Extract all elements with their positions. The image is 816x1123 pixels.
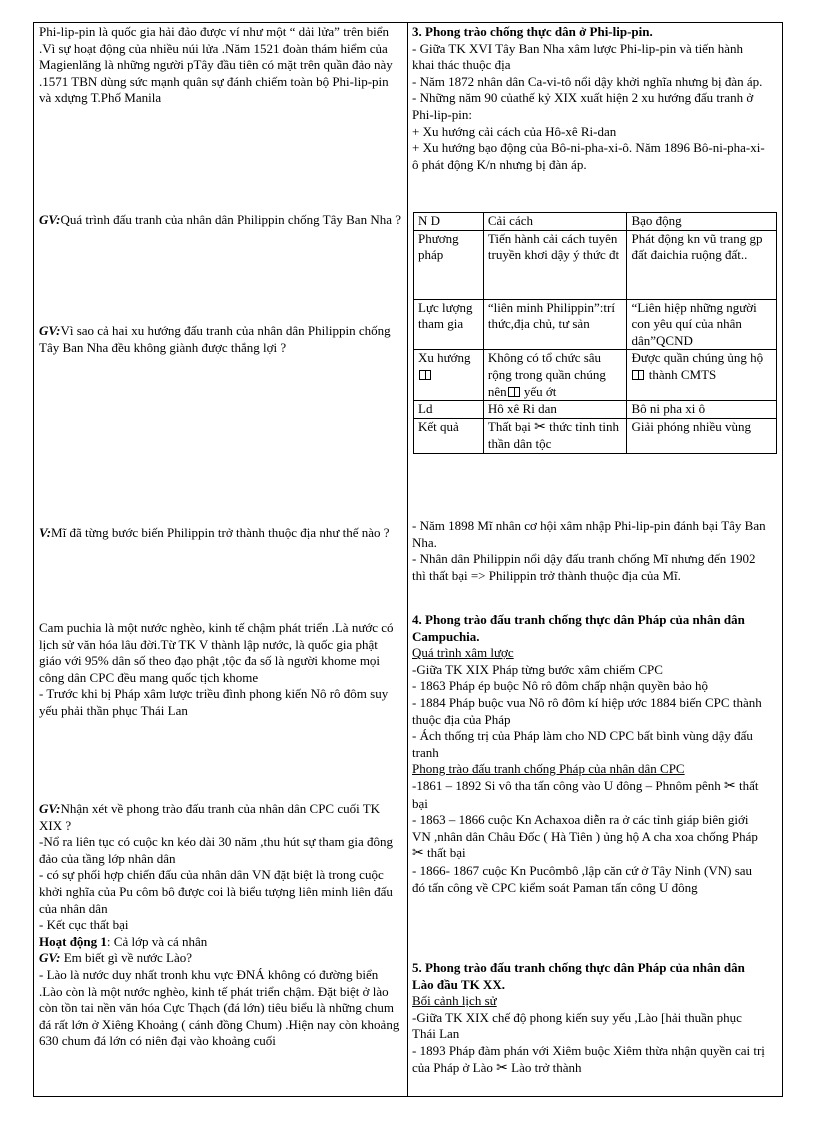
table-cell bbox=[414, 350, 484, 401]
table-row bbox=[414, 230, 777, 299]
table-cell: Ld bbox=[414, 401, 484, 419]
question-2 bbox=[39, 323, 401, 356]
question-2-text: Vì sao cả hai xu hướng đấu tranh của nhân dân Philippin chống Tây Ban Nha đều không giành được thắng lợi ? bbox=[39, 323, 391, 355]
table-row bbox=[414, 299, 777, 350]
table-cell-text: yếu ớt bbox=[523, 383, 557, 399]
scissors-icon: ✂ bbox=[534, 419, 546, 435]
section-4-p5-result: thất bại bbox=[412, 777, 759, 811]
section-4-p5 bbox=[412, 778, 768, 812]
cambodia-intro-text-2: - Trước khi bị Pháp xâm lược triều đình phong kiến Nô rô đôm suy yếu phải thần phục Thái Lan bbox=[39, 686, 389, 718]
section-3-p4: + Xu hướng cải cách của Hô-xê Ri-dan bbox=[412, 123, 617, 139]
section-4 bbox=[412, 612, 768, 896]
table-cell-text: Được quần chúng ủng hộ bbox=[631, 350, 764, 366]
gv-label: GV: bbox=[39, 801, 61, 816]
cambodia-intro-text: Cam puchia là một nước nghèo, kinh tế chậm phát triển .Là nước có lịch sử văn hóa lâu đời.Từ TK V thành lập nước, là quốc gia phật giáo với 95% dân số theo đạo phật ,tộc đa số là người khome mọi công dân CPC đều mang quốc tịch khome bbox=[39, 620, 394, 685]
section-4-subheading-a: Quá trình xâm lược bbox=[412, 645, 514, 661]
gv-label: GV: bbox=[39, 950, 61, 966]
column-divider bbox=[407, 22, 408, 1097]
laos-text: - Lào là nước duy nhất tronh khu vực ĐNÁ không có đường biển .Lào còn là một nước nghèo, kinh tế phát triển chậm. Đặt biệt ở lào còn tồn tai nền văn hóa Cực Thạch (đá lớn) tiêu biểu là những chum đá rất lớn ở Xiêng Khoảng ( cánh đồng Chum) .Hiện nay còn khoảng 630 chum đá lớn có niên đại vào khoảng cuối bbox=[39, 966, 400, 1049]
section-5-subheading: Bối cảnh lịch sử bbox=[412, 993, 497, 1009]
section-3-continued bbox=[412, 518, 768, 584]
table-cell bbox=[627, 350, 777, 401]
scissors-icon: ✂ bbox=[412, 846, 424, 862]
question-4-block bbox=[39, 801, 401, 1050]
section-3-p7: - Nhân dân Philippin nổi dậy đấu tranh chống Mĩ nhưng đến 1902 thì thất bại => Philippin trở thành thuộc địa của Mĩ. bbox=[412, 551, 756, 583]
question-4-text: Nhận xét về phong trào đấu tranh của nhân dân CPC cuối TK XIX ? bbox=[39, 801, 381, 833]
section-3 bbox=[412, 24, 768, 173]
section-5-heading-text: 5. Phong trào đấu tranh chống thực dân Pháp của nhân dân Lào đầu TK XX. bbox=[412, 960, 745, 992]
cambodia-intro bbox=[39, 620, 401, 720]
table-header-nd: N D bbox=[414, 213, 484, 231]
section-4-p5-text: -1861 – 1892 Si vô tha tấn công vào U đông – Phnôm pênh bbox=[412, 777, 721, 793]
table-row bbox=[414, 213, 777, 231]
table-cell: Giải phóng nhiều vùng bbox=[627, 418, 777, 453]
section-3-p5: + Xu hướng bạo động của Bô-ni-pha-xi-ô. Năm 1896 Bô-ni-pha-xi-ô phát động K/n nhưng bị đàn áp. bbox=[412, 140, 765, 172]
intro-philippines: Phi-lip-pin là quốc gia hải đảo được ví như một “ dải lửa” trên biển .Vì sự hoạt động của nhiều núi lửa .Năm 1521 đoàn thám hiểm của Magienlăng là những người pTây đầu tiên có mặt trên quần đảo này .1571 TBN dùng sức mạnh quân sự đánh chiếm toàn bộ Phi-lip-pin và xdựng T.Phố Manila bbox=[39, 24, 393, 106]
gv-label: GV: bbox=[39, 323, 61, 338]
table-cell-text: thức tỉnh tinh thần dân tộc bbox=[487, 418, 619, 452]
book-icon bbox=[508, 387, 520, 397]
section-4-subheading-b: Phong trào đấu tranh chống Pháp của nhân dân CPC bbox=[412, 761, 685, 777]
table-cell-text: Không có tổ chức sâu rộng trong quần chúng nên bbox=[487, 350, 606, 399]
table-header-bao-dong: Bạo động bbox=[627, 213, 777, 231]
activity-1 bbox=[39, 934, 401, 951]
table-cell: Bô ni pha xi ô bbox=[627, 401, 777, 419]
table-cell-text: thành CMTS bbox=[648, 366, 717, 382]
section-5-heading bbox=[412, 960, 768, 993]
table-cell: Kết quả bbox=[414, 418, 484, 453]
section-3-heading-text: 3. Phong trào chống thực dân ở Phi-lip-pin. bbox=[412, 24, 653, 39]
table-cell-text: Xu hướng bbox=[418, 350, 471, 366]
section-4-p6-result: thất bại bbox=[426, 845, 466, 861]
section-5-p2-text: - 1893 Pháp đàm phán với Xiêm buộc Xiêm thừa nhận quyền cai trị của Pháp ở Lào bbox=[412, 1042, 765, 1075]
table-cell bbox=[483, 418, 627, 453]
answer-4-2: - có sự phối hợp chiến đấu của nhân dân VN đặt biệt là trong cuộc khởi nghĩa của Pu côm bô được coi là biểu tượng liên minh liên đấu của nhân dân bbox=[39, 867, 393, 916]
table-row bbox=[414, 350, 777, 401]
section-5-p2 bbox=[412, 1043, 768, 1077]
section-3-p2: - Năm 1872 nhân dân Ca-vi-tô nổi dậy khởi nghĩa nhưng bị đàn áp. bbox=[412, 73, 763, 89]
section-3-p6: - Năm 1898 Mĩ nhân cơ hội xâm nhập Phi-lip-pin đánh bại Tây Ban Nha. bbox=[412, 518, 766, 550]
v-label: V: bbox=[39, 525, 52, 540]
section-5-p1: -Giữa TK XIX chế độ phong kiến suy yếu ,Lào [hải thuần phục Thái Lan bbox=[412, 1009, 742, 1042]
question-1-text: Quá trình đấu tranh của nhân dân Philippin chống Tây Ban Nha ? bbox=[60, 212, 402, 227]
table-cell: “Liên hiệp những người con yêu quí của nhân dân”QCND bbox=[627, 299, 777, 350]
section-4-p6-text: - 1863 – 1866 cuộc Kn Achaxoa diễn ra ở các tỉnh giáp biên giới VN ,nhân dân Châu Đốc ( Hà Tiên ) ủng hộ A cha xoa chống Pháp bbox=[412, 812, 758, 844]
section-4-p3: - 1884 Pháp buộc vua Nô rô đôm kí hiệp ước 1884 biến CPC thành thuộc địa của Pháp bbox=[412, 694, 762, 727]
scissors-icon: ✂ bbox=[496, 1060, 508, 1076]
activity-1-text: : Cả lớp và cá nhân bbox=[106, 933, 208, 949]
table-cell: Lực lượng tham gia bbox=[414, 299, 484, 350]
question-3 bbox=[39, 525, 401, 542]
table-cell: Hô xê Ri dan bbox=[483, 401, 627, 419]
table-header-cai-cach: Cải cách bbox=[483, 213, 627, 231]
book-icon bbox=[632, 370, 644, 380]
gv-label: GV: bbox=[39, 212, 61, 227]
section-5 bbox=[412, 960, 768, 1077]
book-icon bbox=[419, 370, 431, 380]
table-cell: Phát động kn vũ trang gp đất đaichia ruộng đất.. bbox=[627, 230, 777, 299]
question-3-text: Mĩ đã từng bước biến Philippin trở thành thuộc địa như thế nào ? bbox=[51, 525, 390, 540]
section-3-p1: - Giữa TK XVI Tây Ban Nha xâm lược Phi-lip-pin và tiến hành khai thác thuộc địa bbox=[412, 40, 743, 73]
section-4-p2: - 1863 Pháp ép buộc Nô rô đôm chấp nhận quyền bảo hộ bbox=[412, 678, 709, 694]
table-row bbox=[414, 418, 777, 453]
table-cell: Phương pháp bbox=[414, 230, 484, 299]
question-1 bbox=[39, 212, 401, 229]
section-4-heading bbox=[412, 612, 768, 645]
section-3-p3: - Những năm 90 củathế kỷ XIX xuất hiện 2 xu hướng đấu tranh ở Phi-lip-pin: bbox=[412, 90, 754, 122]
answer-4-1: -Nổ ra liên tục có cuộc kn kéo dài 30 năm ,thu hút sự tham gia đông đảo của tầng lớp nhân dân bbox=[39, 834, 393, 866]
section-5-p2-result: Lào trở thành bbox=[511, 1059, 582, 1075]
table-cell bbox=[483, 350, 627, 401]
table-cell: Tiến hành cải cách tuyên truyền khơi dậy ý thức đt bbox=[483, 230, 627, 299]
activity-1-label: Hoạt động 1 bbox=[39, 933, 107, 949]
section-4-heading-text: 4. Phong trào đấu tranh chống thực dân Pháp của nhân dân Campuchia. bbox=[412, 612, 745, 644]
comparison-table bbox=[413, 212, 777, 454]
answer-4-3: - Kết cục thất bại bbox=[39, 917, 129, 933]
table-cell-text: Thất bại bbox=[487, 418, 531, 434]
section-4-p7: - 1866- 1867 cuộc Kn Pucômbô ,lập căn cứ ở Tây Ninh (VN) sau đó tấn công về CPC kiểm soát Paman tấn công U đông bbox=[412, 862, 753, 895]
table-cell: “liên minh Philippin”:trí thức,địa chủ, tư sản bbox=[483, 299, 627, 350]
scissors-icon: ✂ bbox=[723, 778, 736, 794]
section-4-p6 bbox=[412, 812, 768, 863]
table-row bbox=[414, 401, 777, 419]
question-5-text: Em biết gì về nước Lào? bbox=[60, 950, 193, 966]
section-4-p1: -Giữa TK XIX Pháp từng bước xâm chiếm CPC bbox=[412, 661, 663, 677]
section-4-p4: - Ách thống trị của Pháp làm cho ND CPC bất bình vùng dậy đấu tranh bbox=[412, 728, 753, 760]
question-4 bbox=[39, 801, 401, 834]
section-3-heading bbox=[412, 24, 768, 41]
question-5 bbox=[39, 950, 401, 967]
